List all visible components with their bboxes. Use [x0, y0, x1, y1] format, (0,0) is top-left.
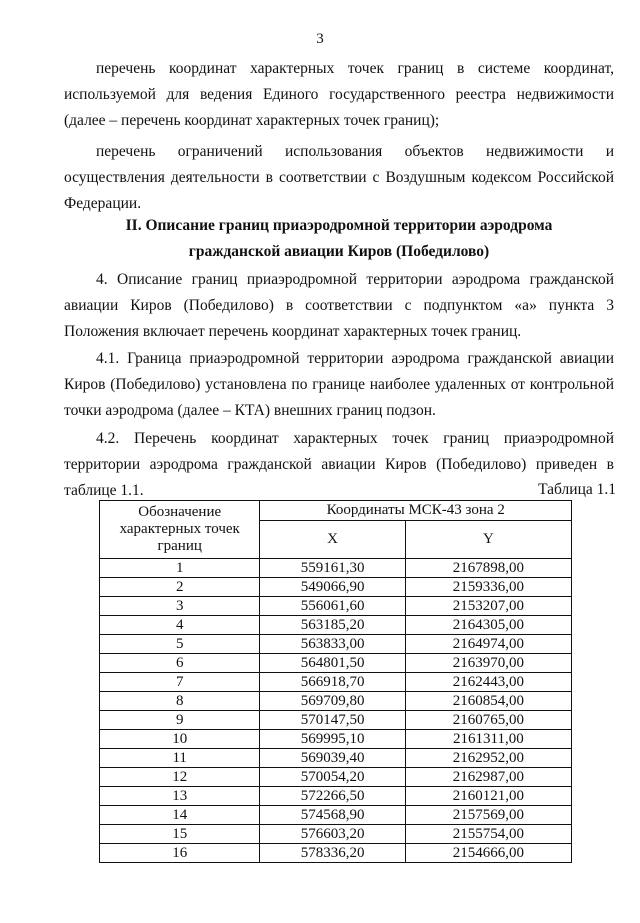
point-number-cell: 7: [100, 673, 260, 692]
x-coordinate-cell: 574568,90: [260, 806, 405, 825]
y-coordinate-cell: 2162987,00: [405, 768, 571, 787]
x-coordinate-cell: 576603,20: [260, 825, 405, 844]
y-coordinate-cell: 2164974,00: [405, 635, 571, 654]
paragraph-4-2: 4.2. Перечень координат характерных точек границ приаэродромной территории аэродрома гражданской авиации Киров (Победилово) приведен в таблице 1.1.: [64, 430, 614, 499]
point-number-cell: 9: [100, 711, 260, 730]
header-x: X: [260, 521, 405, 559]
table-row: [100, 749, 572, 768]
x-coordinate-cell: 572266,50: [260, 787, 405, 806]
point-number-cell: 8: [100, 692, 260, 711]
y-coordinate-cell: 2163970,00: [405, 654, 571, 673]
table-body: [100, 559, 572, 863]
y-coordinate-cell: 2157569,00: [405, 806, 571, 825]
point-number-cell: 15: [100, 825, 260, 844]
table-row: [100, 654, 572, 673]
header-coordinate-system: Координаты МСК-43 зона 2: [260, 501, 572, 521]
y-coordinate-cell: 2154666,00: [405, 844, 571, 863]
table-row: [100, 730, 572, 749]
y-coordinate-cell: 2160121,00: [405, 787, 571, 806]
table-row: [100, 768, 572, 787]
x-coordinate-cell: 578336,20: [260, 844, 405, 863]
table-row: [100, 673, 572, 692]
point-number-cell: 3: [100, 597, 260, 616]
y-coordinate-cell: 2159336,00: [405, 578, 571, 597]
point-number-cell: 4: [100, 616, 260, 635]
x-coordinate-cell: 569995,10: [260, 730, 405, 749]
table-row: [100, 787, 572, 806]
x-coordinate-cell: 563833,00: [260, 635, 405, 654]
x-coordinate-cell: 559161,30: [260, 559, 405, 578]
x-coordinate-cell: 563185,20: [260, 616, 405, 635]
table-row: [100, 692, 572, 711]
section-heading-line2: гражданской авиации Киров (Победилово): [188, 243, 490, 260]
y-coordinate-cell: 2167898,00: [405, 559, 571, 578]
table-row: [100, 806, 572, 825]
x-coordinate-cell: 556061,60: [260, 597, 405, 616]
y-coordinate-cell: 2161311,00: [405, 730, 571, 749]
point-number-cell: 11: [100, 749, 260, 768]
table-row: [100, 597, 572, 616]
point-number-cell: 5: [100, 635, 260, 654]
x-coordinate-cell: 569039,40: [260, 749, 405, 768]
table-row: [100, 578, 572, 597]
table-row: [100, 635, 572, 654]
page-number: 3: [316, 31, 324, 47]
point-number-cell: 10: [100, 730, 260, 749]
paragraph-4: 4. Описание границ приаэродромной территории аэродрома гражданской авиации Киров (Победилово) в соответствии с подпунктом «а» пункта 3 Положения включает перечень координат характерных точек границ.: [64, 271, 614, 340]
y-coordinate-cell: 2155754,00: [405, 825, 571, 844]
paragraph-4-1: 4.1. Граница приаэродромной территории аэродрома гражданской авиации Киров (Победилово) установлена по границе наиболее удаленных от контрольной точки аэродрома (далее – КТА) внешних границ подзон.: [64, 350, 614, 419]
y-coordinate-cell: 2162952,00: [405, 749, 571, 768]
x-coordinate-cell: 570147,50: [260, 711, 405, 730]
table-caption: Таблица 1.1: [538, 481, 616, 498]
x-coordinate-cell: 570054,20: [260, 768, 405, 787]
point-number-cell: 12: [100, 768, 260, 787]
table-row: [100, 559, 572, 578]
header-y: Y: [405, 521, 571, 559]
paragraph-coordinates-list: перечень координат характерных точек границ в системе координат, используемой для ведения Единого государственного реестра недвижимости (далее – перечень координат характерных точек границ);: [64, 60, 614, 129]
paragraph-restrictions-list: перечень ограничений использования объектов недвижимости и осуществления деятельности в соответствии с Воздушным кодексом Российской Федерации.: [64, 143, 614, 212]
point-number-cell: 2: [100, 578, 260, 597]
table-row: [100, 844, 572, 863]
point-number-cell: 16: [100, 844, 260, 863]
x-coordinate-cell: 564801,50: [260, 654, 405, 673]
y-coordinate-cell: 2153207,00: [405, 597, 571, 616]
point-number-cell: 6: [100, 654, 260, 673]
x-coordinate-cell: 549066,90: [260, 578, 405, 597]
table-row: [100, 711, 572, 730]
x-coordinate-cell: 569709,80: [260, 692, 405, 711]
section-heading-line1: II. Описание границ приаэродромной территории аэродрома: [125, 217, 553, 234]
x-coordinate-cell: 566918,70: [260, 673, 405, 692]
header-point-designation: Обозначение характерных точек границ: [100, 501, 260, 559]
table-row: [100, 616, 572, 635]
y-coordinate-cell: 2162443,00: [405, 673, 571, 692]
coordinates-table: [99, 500, 572, 863]
y-coordinate-cell: 2160765,00: [405, 711, 571, 730]
y-coordinate-cell: 2164305,00: [405, 616, 571, 635]
y-coordinate-cell: 2160854,00: [405, 692, 571, 711]
point-number-cell: 1: [100, 559, 260, 578]
point-number-cell: 14: [100, 806, 260, 825]
table-row: [100, 825, 572, 844]
point-number-cell: 13: [100, 787, 260, 806]
